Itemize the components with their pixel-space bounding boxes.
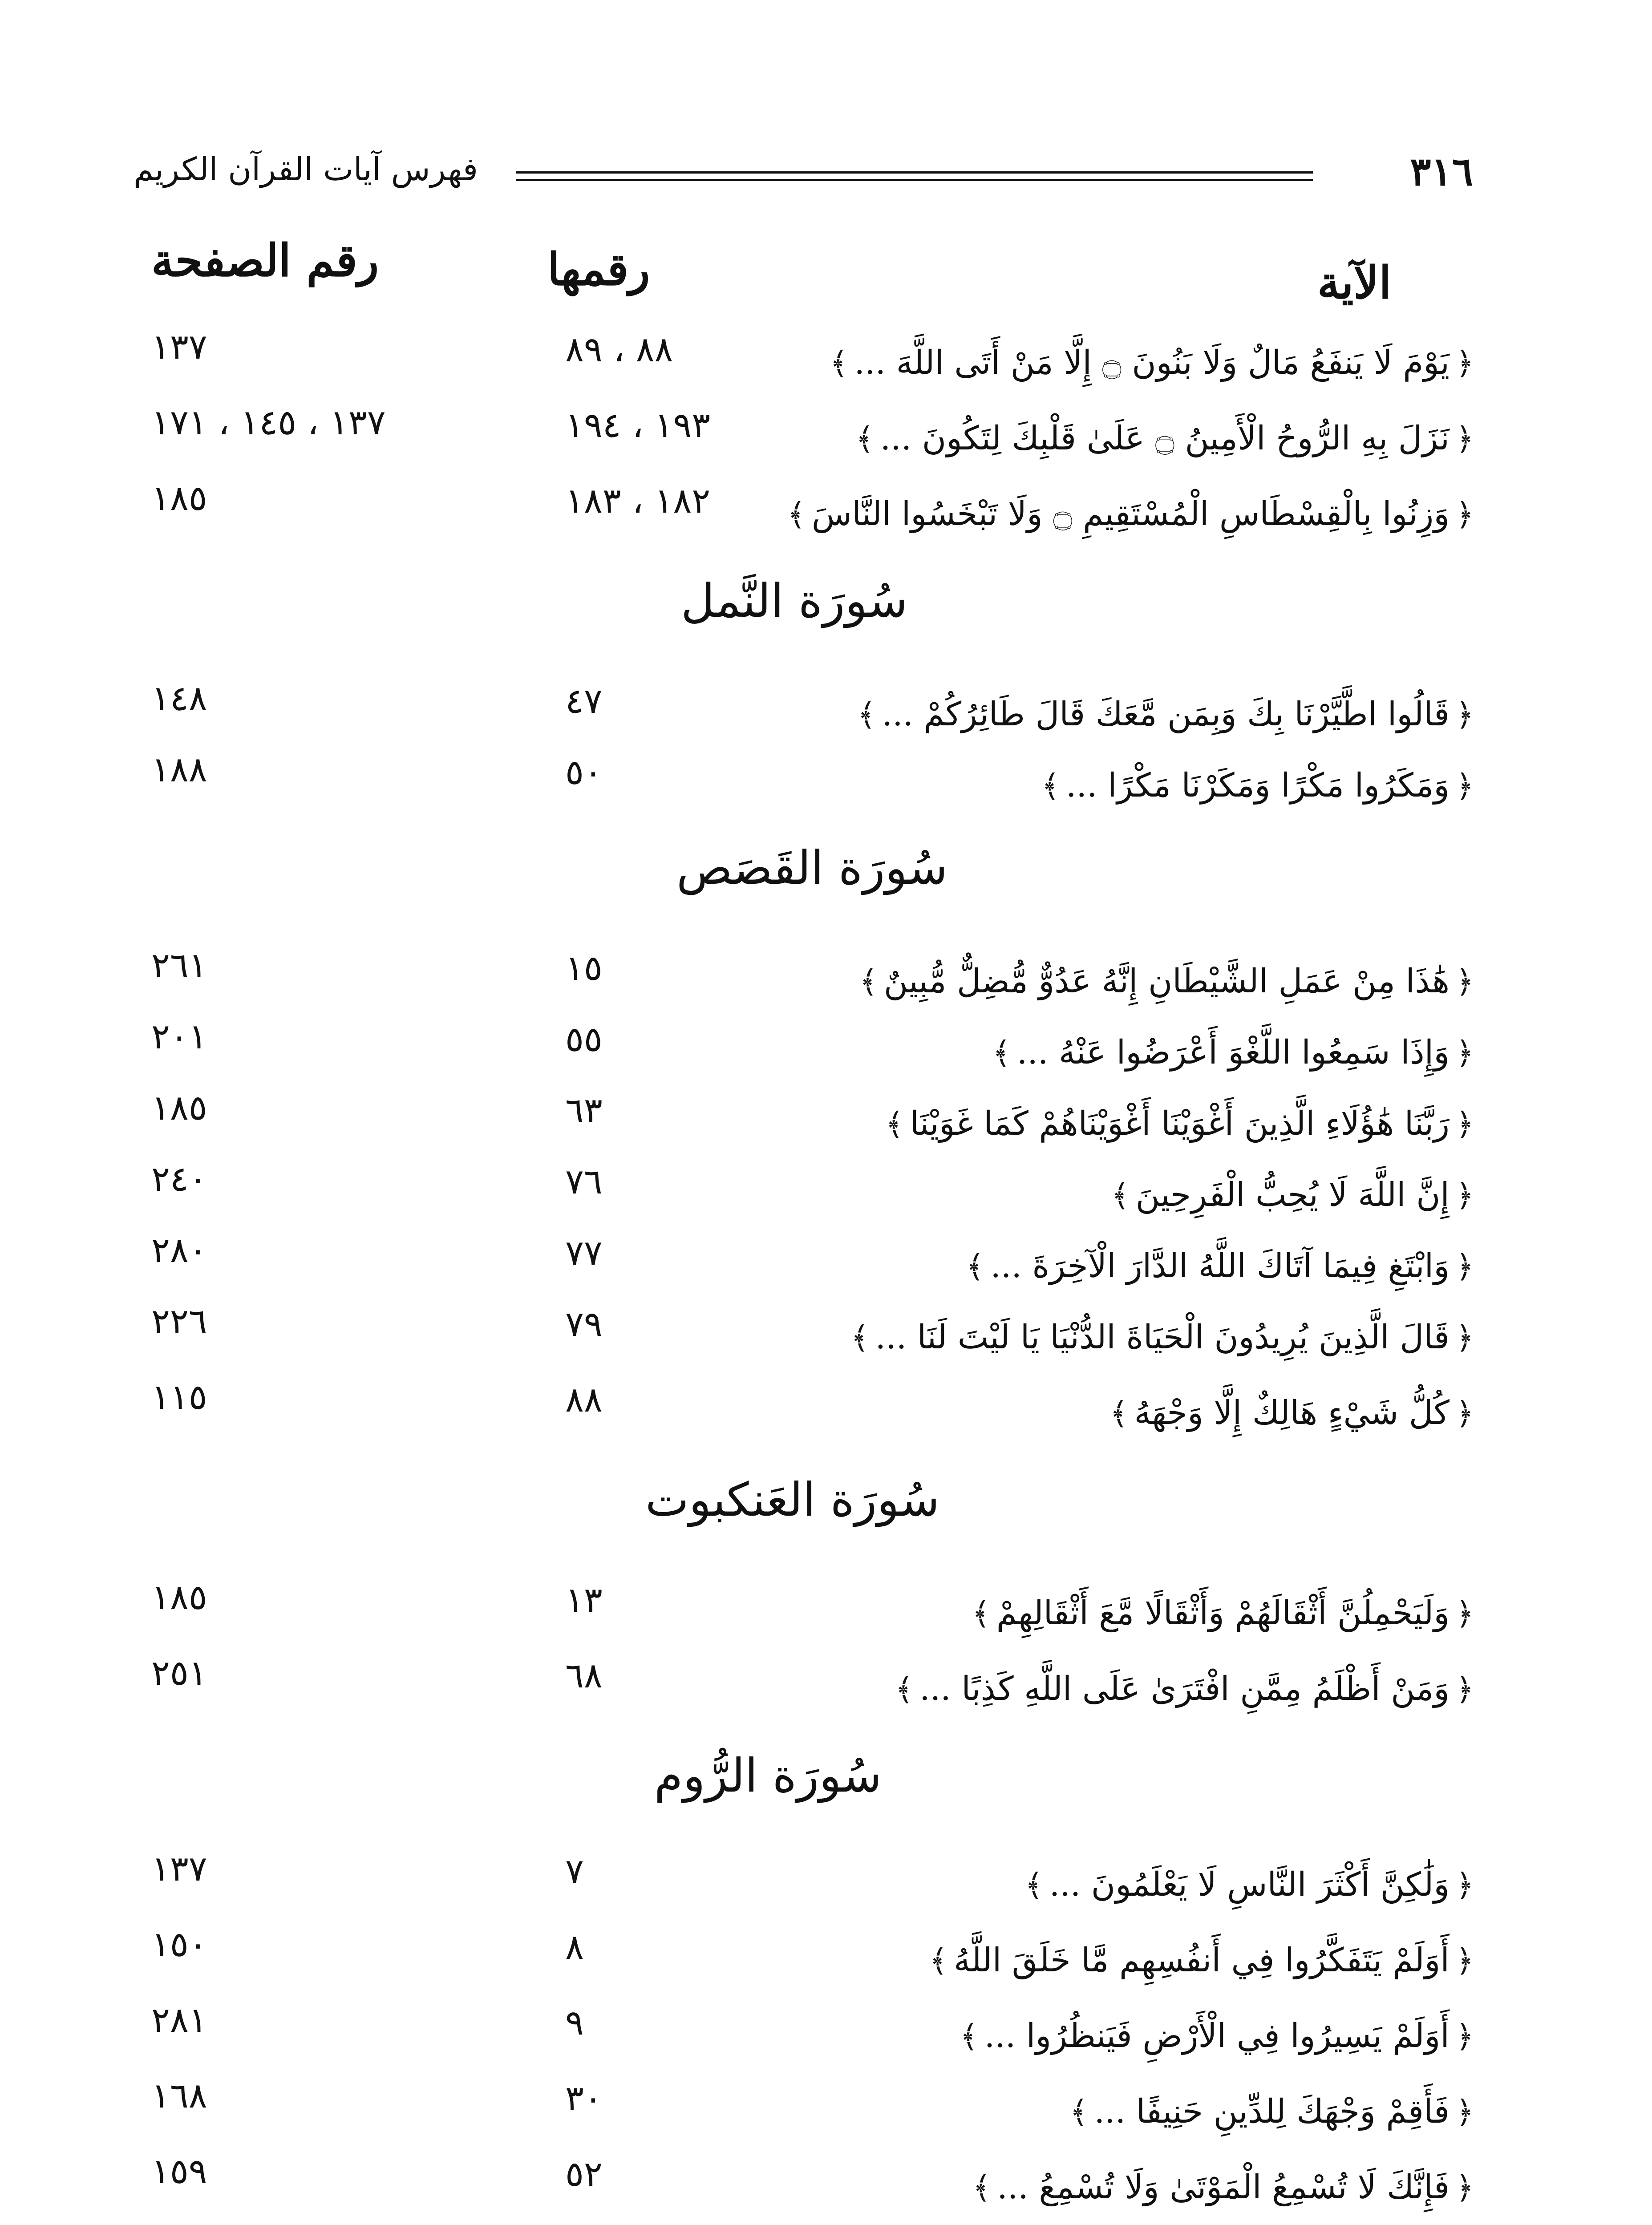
- verse-words: إِنَّ اللَّهَ لَا يُحِبُّ الْفَرِحِينَ: [1135, 1176, 1450, 1214]
- index-row: [0, 1842, 1652, 1914]
- verse-words: فَإِنَّكَ لَا تُسْمِعُ الْمَوْتَىٰ وَلَا تُسْمِعُ ...: [997, 2168, 1450, 2206]
- open-bracket: ﴿: [1455, 1595, 1474, 1632]
- verse-number: ٣٠: [565, 2079, 603, 2119]
- verse-text: [787, 485, 1474, 543]
- index-row: [0, 1994, 1652, 2065]
- open-bracket: ﴿: [1455, 1177, 1474, 1214]
- page-reference: ٢٠١: [151, 1017, 207, 1057]
- page-reference: ١٦٨: [151, 2076, 207, 2116]
- verse-number: ٧٧: [565, 1233, 603, 1273]
- page-reference: ١٣٧: [151, 327, 207, 367]
- open-bracket: ﴿: [1455, 1942, 1474, 1979]
- index-row: [0, 396, 1652, 467]
- verse-text: [1025, 1856, 1474, 1914]
- page-reference: ١٣٧ ، ١٤٥ ، ١٧١: [151, 403, 386, 443]
- index-row: [0, 672, 1652, 743]
- verse-text: [929, 1931, 1474, 1990]
- verse-number: ٥٠: [565, 752, 603, 793]
- verse-number: ٨: [565, 1927, 584, 1967]
- header-title: فهرس آيات القرآن الكريم: [134, 150, 478, 188]
- index-row: [0, 320, 1652, 392]
- index-row: [0, 1918, 1652, 1989]
- index-row: [0, 1010, 1652, 1081]
- open-bracket: ﴿: [1455, 345, 1474, 381]
- verse-number: ٧٩: [565, 1304, 603, 1344]
- verse-text: [885, 1095, 1474, 1153]
- close-bracket: ﴾: [972, 1595, 990, 1632]
- verse-words: قَالَ الَّذِينَ يُرِيدُونَ الْحَيَاةَ الدُّنْيَا يَا لَيْتَ لَنَا ...: [875, 1318, 1450, 1356]
- verse-number: ٨٨ ، ٨٩: [565, 330, 673, 370]
- verse-words: أَوَلَمْ يَسِيرُوا فِي الْأَرْضِ فَيَنظُرُوا ...: [984, 2017, 1450, 2055]
- verse-text: [960, 2007, 1474, 2065]
- header-double-rule: [516, 171, 1313, 181]
- page-reference: ١٨٥: [151, 478, 207, 518]
- verse-text: [992, 1024, 1474, 1082]
- verse-text: [1070, 2083, 1474, 2141]
- open-bracket: ﴿: [1455, 496, 1474, 533]
- index-row: [0, 2145, 1652, 2216]
- index-row: [0, 1371, 1652, 1442]
- close-bracket: ﴾: [972, 2169, 991, 2206]
- verse-words: وَلَيَحْمِلُنَّ أَثْقَالَهُمْ وَأَثْقَالًا مَّعَ أَثْقَالِهِمْ: [996, 1594, 1450, 1632]
- open-bracket: ﴿: [1455, 768, 1474, 804]
- column-heading-page: رقم الصفحة: [151, 234, 379, 287]
- verse-number: ٨٨: [565, 1380, 603, 1420]
- open-bracket: ﴿: [1455, 963, 1474, 1000]
- verse-number: ١٣: [565, 1580, 603, 1620]
- verse-text: [1111, 1166, 1474, 1224]
- verse-words: وَلَٰكِنَّ أَكْثَرَ النَّاسِ لَا يَعْلَمُونَ ...: [1049, 1865, 1450, 1904]
- verse-words: كُلُّ شَيْءٍ هَالِكٌ إِلَّا وَجْهَهُ: [1134, 1394, 1450, 1432]
- index-row: [0, 1224, 1652, 1295]
- verse-words: فَأَقِمْ وَجْهَكَ لِلدِّينِ حَنِيفًا ...: [1094, 2092, 1450, 2131]
- page-reference: ١٥٠: [151, 1925, 207, 1965]
- page-reference: ١٨٥: [151, 1578, 207, 1618]
- surah-heading-ankabut: سُورَة العَنكبوت: [645, 1473, 940, 1527]
- verse-text: [966, 1237, 1474, 1295]
- page-reference: ٢٢٦: [151, 1302, 207, 1342]
- close-bracket: ﴾: [855, 421, 874, 457]
- verse-words: وَإِذَا سَمِعُوا اللَّغْوَ أَعْرَضُوا عَنْهُ ...: [1016, 1033, 1450, 1072]
- open-bracket: ﴿: [1455, 1106, 1474, 1142]
- verse-text: [851, 1308, 1474, 1367]
- surah-heading-qasas: سُورَة القَصَص: [676, 841, 948, 895]
- index-row: [0, 472, 1652, 543]
- verse-words: وَزِنُوا بِالْقِسْطَاسِ الْمُسْتَقِيمِ ۝ وَلَا تَبْخَسُوا النَّاسَ: [811, 495, 1450, 533]
- page-reference: ١١٥: [151, 1377, 207, 1417]
- close-bracket: ﴾: [1041, 768, 1060, 804]
- running-header: [134, 147, 1473, 205]
- verse-text: [858, 685, 1474, 744]
- verse-number: ٧: [565, 1852, 584, 1892]
- index-row: [0, 939, 1652, 1010]
- verse-number: ٧٦: [565, 1162, 603, 1202]
- verse-text: [1041, 756, 1474, 815]
- verse-number: ٦٨: [565, 1656, 603, 1696]
- open-bracket: ﴿: [1455, 1319, 1474, 1356]
- verse-number: ١٨٢ ، ١٨٣: [565, 481, 711, 521]
- column-heading-number: رقمها: [547, 243, 650, 295]
- verse-text: [895, 1660, 1474, 1718]
- verse-number: ١٥: [565, 948, 603, 988]
- verse-words: هَٰذَا مِنْ عَمَلِ الشَّيْطَانِ إِنَّهُ عَدُوٌّ مُّضِلٌّ مُّبِينٌ: [883, 962, 1450, 1000]
- verse-words: يَوْمَ لَا يَنفَعُ مَالٌ وَلَا بَنُونَ ۝ إِلَّا مَنْ أَتَى اللَّهَ ...: [854, 344, 1450, 382]
- close-bracket: ﴾: [966, 1248, 984, 1285]
- open-bracket: ﴿: [1455, 696, 1474, 733]
- verse-words: قَالُوا اطَّيَّرْنَا بِكَ وَبِمَن مَّعَكَ قَالَ طَائِرُكُمْ ...: [882, 695, 1450, 733]
- close-bracket: ﴾: [1109, 1395, 1128, 1432]
- close-bracket: ﴾: [859, 963, 878, 1000]
- close-bracket: ﴾: [929, 1942, 947, 1979]
- verse-text: [972, 2158, 1474, 2217]
- open-bracket: ﴿: [1455, 1671, 1474, 1707]
- page-reference: ٢٥١: [151, 1653, 207, 1693]
- close-bracket: ﴾: [787, 496, 806, 533]
- verse-words: وَمَكَرُوا مَكْرًا وَمَكَرْنَا مَكْرًا ...: [1065, 766, 1450, 805]
- page-reference: ١٥٩: [151, 2152, 207, 2192]
- close-bracket: ﴾: [830, 345, 848, 381]
- verse-words: نَزَلَ بِهِ الرُّوحُ الْأَمِينُ ۝ عَلَىٰ قَلْبِكَ لِتَكُونَ ...: [880, 419, 1450, 457]
- close-bracket: ﴾: [992, 1035, 1011, 1071]
- verse-number: ١٩٣ ، ١٩٤: [565, 405, 711, 445]
- verse-number: ٥٢: [565, 2154, 603, 2194]
- verse-text: [859, 952, 1474, 1011]
- close-bracket: ﴾: [960, 2018, 978, 2055]
- verse-number: ٥٥: [565, 1019, 603, 1060]
- close-bracket: ﴾: [1069, 2094, 1088, 2130]
- page-reference: ٢٤٠: [151, 1159, 207, 1199]
- page-reference: ١٣٧: [151, 1849, 207, 1889]
- surah-heading-rum: سُورَة الرُّوم: [654, 1748, 882, 1803]
- column-heading-verse: الآية: [1317, 256, 1392, 309]
- page-reference: ١٤٨: [151, 679, 207, 719]
- close-bracket: ﴾: [1111, 1177, 1130, 1214]
- verse-text: [1110, 1384, 1474, 1442]
- open-bracket: ﴿: [1455, 421, 1474, 457]
- verse-number: ٤٧: [565, 681, 603, 721]
- open-bracket: ﴿: [1455, 1867, 1474, 1903]
- verse-words: أَوَلَمْ يَتَفَكَّرُوا فِي أَنفُسِهِم مَّا خَلَقَ اللَّهُ: [953, 1941, 1450, 1979]
- verse-text: [856, 409, 1474, 468]
- page-reference: ٢٨٠: [151, 1230, 207, 1270]
- surah-heading-naml: سُورَة النَّمل: [681, 574, 908, 628]
- verse-words: وَمَنْ أَظْلَمُ مِمَّنِ افْتَرَىٰ عَلَى اللَّهِ كَذِبًا ...: [919, 1670, 1450, 1708]
- close-bracket: ﴾: [1024, 1867, 1043, 1903]
- index-row: [0, 1571, 1652, 1642]
- open-bracket: ﴿: [1455, 2018, 1474, 2055]
- verse-number: ٩: [565, 2003, 584, 2043]
- page-number: ٣١٦: [1410, 148, 1473, 194]
- verse-words: رَبَّنَا هَٰؤُلَاءِ الَّذِينَ أَغْوَيْنَا أَغْوَيْنَاهُمْ كَمَا غَوَيْنَا: [910, 1104, 1450, 1143]
- open-bracket: ﴿: [1455, 1035, 1474, 1071]
- verse-number: ٦٣: [565, 1091, 603, 1131]
- verse-text: [972, 1584, 1474, 1642]
- open-bracket: ﴿: [1455, 1248, 1474, 1285]
- page-reference: ٢٦١: [151, 946, 207, 986]
- index-row: [0, 1295, 1652, 1366]
- open-bracket: ﴿: [1455, 1395, 1474, 1432]
- page-reference: ٢٨١: [151, 2000, 207, 2040]
- index-row: [0, 743, 1652, 814]
- close-bracket: ﴾: [857, 696, 876, 733]
- index-row: [0, 1153, 1652, 1224]
- verse-text: [830, 334, 1474, 392]
- index-row: [0, 2069, 1652, 2140]
- verse-words: وَابْتَغِ فِيمَا آتَاكَ اللَّهُ الدَّارَ الْآخِرَةَ ...: [990, 1247, 1450, 1285]
- close-bracket: ﴾: [850, 1319, 869, 1356]
- page-reference: ١٨٨: [151, 750, 207, 790]
- index-row: [0, 1081, 1652, 1153]
- index-row: [0, 1646, 1652, 1718]
- page-reference: ١٨٥: [151, 1088, 207, 1128]
- close-bracket: ﴾: [895, 1671, 914, 1707]
- open-bracket: ﴿: [1455, 2169, 1474, 2206]
- open-bracket: ﴿: [1455, 2094, 1474, 2130]
- close-bracket: ﴾: [885, 1106, 904, 1142]
